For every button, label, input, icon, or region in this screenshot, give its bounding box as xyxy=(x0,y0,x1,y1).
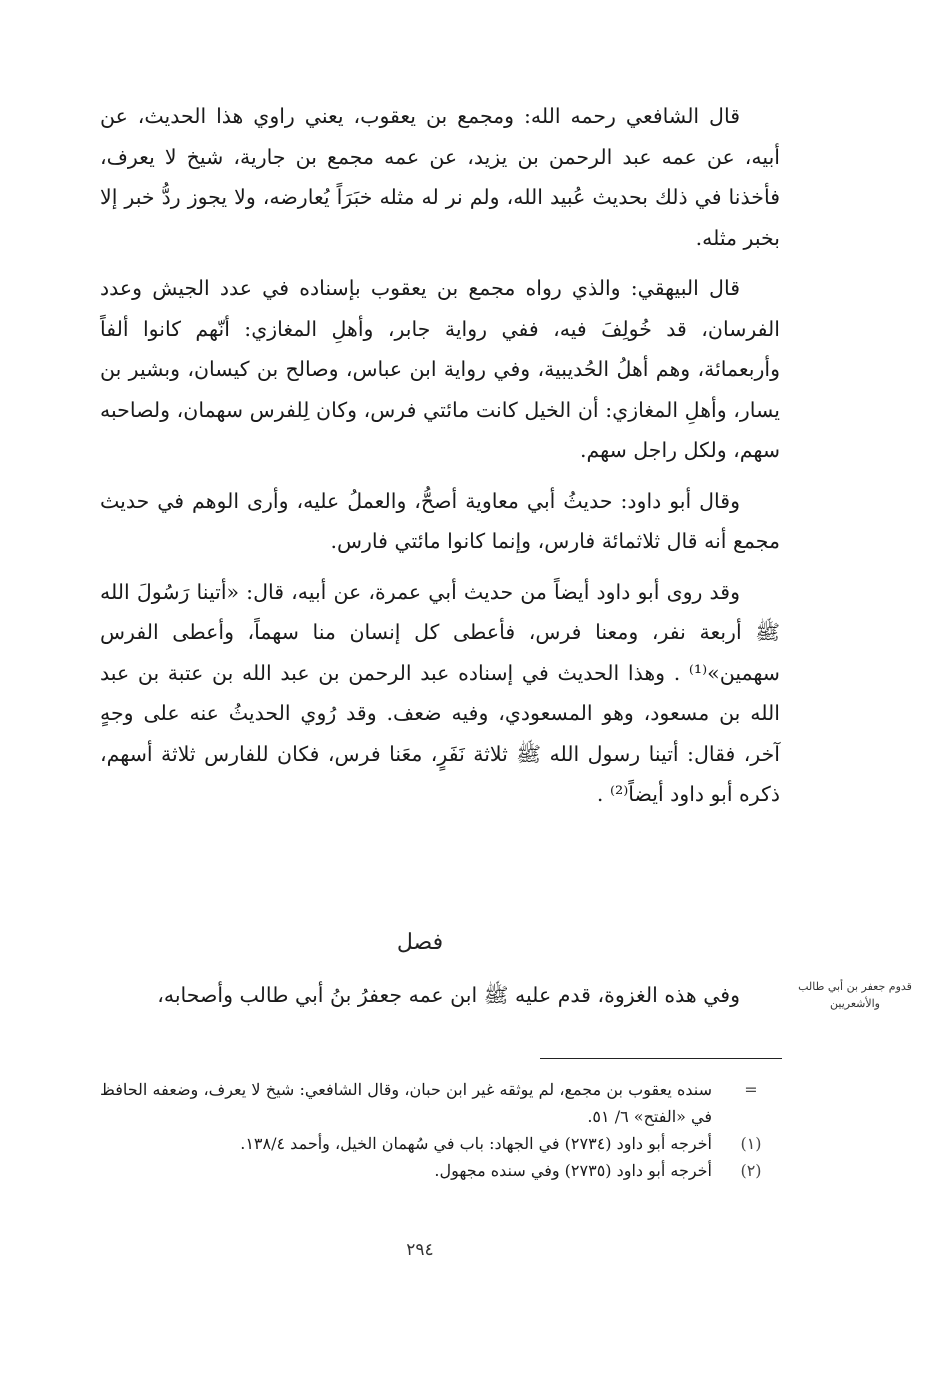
page-number: ٢٩٤ xyxy=(406,1240,434,1260)
paragraph-shafii: قال الشافعي رحمه الله: ومجمع بن يعقوب، يعني راوي هذا الحديث، عن أبيه، عن عمه عبد الرحمن بن يزيد، عن عمه مجمع بن جارية، شيخ لا يعرف، فأخذنا في ذلك بحديث عُبيد الله، ولم نر له مثله خبَرَاً يُعارضه، ولا يجوز ردُّ خبر إلا بخبر مثله. xyxy=(100,104,780,250)
footnote-marker: = xyxy=(744,1080,758,1099)
footnote-text: أخرجه أبو داود (٢٧٣٥) وفي سنده مجهول. xyxy=(434,1161,712,1180)
section-heading: فصل xyxy=(396,930,444,955)
paragraph-abu-amra: وقد روى أبو داود أيضاً من حديث أبي عمرة، عن أبيه، قال: «أتينا رَسُولَ الله ﷺ أربعة نفر، ومعنا فرس، فأعطى كل إنسان منا سهماً، وأعطى الفرس سهمين»⁽¹⁾ . وهذا الحديث في إسناده عبد الرحمن بن عبد الله بن عتبة بن عبد الله بن مسعود، وهو المسعودي، وفيه ضعف. وقد رُوي الحديثُ عنه على وجهٍ آخر، فقال: أتينا رسول الله ﷺ ثلاثة نَفَرٍ، معَنا فرس، فكان للفارس ثلاثة أسهم، ذكره أبو داود أيضاً⁽²⁾ . xyxy=(100,579,780,806)
footnote-marker: (١) xyxy=(740,1134,762,1153)
paragraph-bayhaqi: قال البيهقي: والذي رواه مجمع بن يعقوب بإسناده في عدد الجيش وعدد الفرسان، قد خُولِفَ فيه، ففي رواية جابر، وأهلِ المغازي: أنّهم كانوا ألفاً وأربعمائة، وهم أهلُ الحُديبية، وفي رواية ابن عباس، وصالح بن كيسان، وبشير بن يسار، وأهلِ المغازي: أن الخيل كانت مائتي فرس، وكان لِلفرس سهمان، ولصاحبه سهم، ولكل راجل سهم. xyxy=(100,276,780,462)
footnote-divider xyxy=(540,1058,782,1059)
paragraph-abu-dawud: وقال أبو داود: حديثُ أبي معاوية أصحُّ، والعملُ عليه، وأرى الوهم في حديث مجمع أنه قال ثلاثمائة فارس، وإنما كانوا مائتي فارس. xyxy=(100,488,780,553)
main-text xyxy=(100,96,780,825)
footnote-continuation xyxy=(100,1076,790,1130)
footnote-2 xyxy=(100,1157,790,1184)
footnotes xyxy=(100,1076,790,1184)
footnote-marker: (٢) xyxy=(740,1161,762,1180)
section-paragraph: وفي هذه الغزوة، قدم عليه ﷺ ابن عمه جعفرُ بنُ أبي طالب وأصحابه، xyxy=(157,983,740,1007)
footnote-text: أخرجه أبو داود (٢٧٣٤) في الجهاد: باب في سُهمان الخيل، وأحمد ١٣٨/٤. xyxy=(240,1134,712,1153)
footnote-text: سنده يعقوب بن مجمع، لم يوثقه غير ابن حبان، وقال الشافعي: شيخ لا يعرف، وضعفه الحافظ في «الفتح» ٦/ ٥١. xyxy=(100,1080,712,1126)
footnote-1 xyxy=(100,1130,790,1157)
margin-note: قدوم جعفر بن أبي طالب والأشعريين xyxy=(798,980,912,1010)
